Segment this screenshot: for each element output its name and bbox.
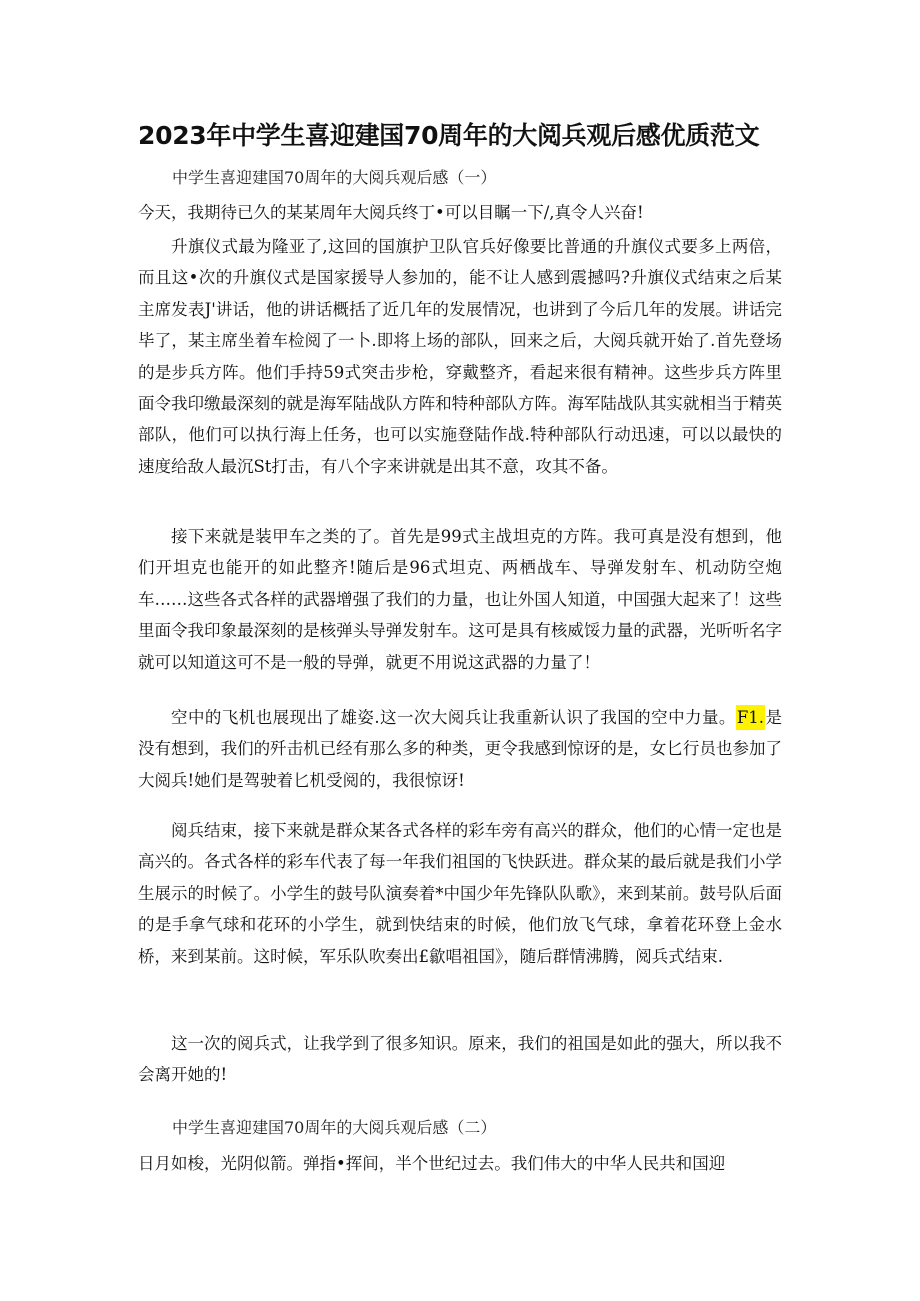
paragraph-2-block	[138, 231, 782, 482]
paragraph-4-block	[138, 702, 782, 796]
paragraph-7: 日月如梭，光阴似箭。弹指•挥间，半个世纪过去。我们伟大的中华人民共和国迎	[138, 1154, 726, 1173]
document-title: 2023年中学生喜迎建国70周年的大阅兵观后感优质范文	[138, 121, 760, 150]
paragraph-3: 接下来就是装甲车之类的了。首先是99式主战坦克的方阵。我可真是没有想到，他们开坦克也能开的如此整齐!随后是96式坦克、两栖战车、导弹发射车、机动防空炮车……这些各式各样的武器增强了我们的力量，也让外国人知道，中国强大起来了！这些里面令我印象最深刻的是核弹头导弹发射车。这可是具有核威馁力量的武器，光听听名字就可以知道这可不是一般的导弹，就更不用说这武器的力量了！	[138, 527, 782, 672]
paragraph-4-text-before: 空中的飞机也展现出了雄姿.这一次大阅兵让我重新认识了我国的空中力量。	[171, 708, 736, 727]
highlighted-text: F1.	[736, 705, 765, 730]
paragraph-6: 这一次的阅兵式，让我学到了很多知识。原来，我们的祖国是如此的强大，所以我不会离开她的!	[138, 1034, 782, 1085]
paragraph-5: 阅兵结束，接下来就是群众某各式各样的彩车旁有高兴的群众，他们的心情一定也是高兴的。各式各样的彩车代表了每一年我们祖国的飞快跃进。群众某的最后就是我们小学生展示的时候了。小学生的鼓号队演奏着*中国少年先锋队队歌》，来到某前。鼓号队后面的是手拿气球和花环的小学生，就到快结束的时候，他们放飞气球，拿着花环登上金水桥，来到某前。这时候，军乐队吹奏出£歙唱祖国》，随后群情沸腾，阅兵式结束.	[138, 821, 782, 966]
paragraph-1: 今天，我期待已久的某某周年大阅兵终丁•可以目瞩一下/,真令人兴奋!	[138, 203, 644, 222]
paragraph-7-block	[138, 1148, 782, 1179]
paragraph-3-block	[138, 521, 782, 678]
paragraph-4-text-after: 是没有想到，我们的歼击机已经有那么多的种类，更令我感到惊讶的是，女匕行员也参加了大阅兵!她们是驾驶着匕机受阅的，我很惊讶!	[138, 708, 783, 790]
paragraph-2: 升旗仪式最为隆亚了,这回的国旗护卫队官兵好像要比普通的升旗仪式要多上两倍，而且这•次的升旗仪式是国家援导人参加的，能不让人感到震撼吗?升旗仪式结束之后某主席发表J'讲话，他的讲话概括了近几年的发展情况，也讲到了今后几年的发展。讲话完毕了，某主席坐着车检阅了一卜.即将上场的部队，回来之后，大阅兵就开始了.首先登场的是步兵方阵。他们手持59式突击步枪，穿戴整齐，看起来很有精神。这些步兵方阵里面令我印缴最深刻的就是海军陆战队方阵和特种部队方阵。海军陆战队其实就相当于精英部队，他们可以执行海上任务，也可以实施登陆作战.特种部队行动迅速，可以以最快的速度给敌人最沉St打击，有八个字来讲就是出其不意，攻其不备。	[138, 237, 782, 476]
section-heading-1: 中学生喜迎建国70周年的大阅兵观后感（一）	[172, 168, 497, 187]
paragraph-4	[138, 702, 782, 796]
section-heading-2: 中学生喜迎建国70周年的大阅兵观后感（二）	[172, 1118, 497, 1137]
paragraph-5-block	[138, 815, 782, 972]
paragraph-6-block	[138, 1028, 782, 1091]
paragraph-1-block	[138, 197, 782, 228]
